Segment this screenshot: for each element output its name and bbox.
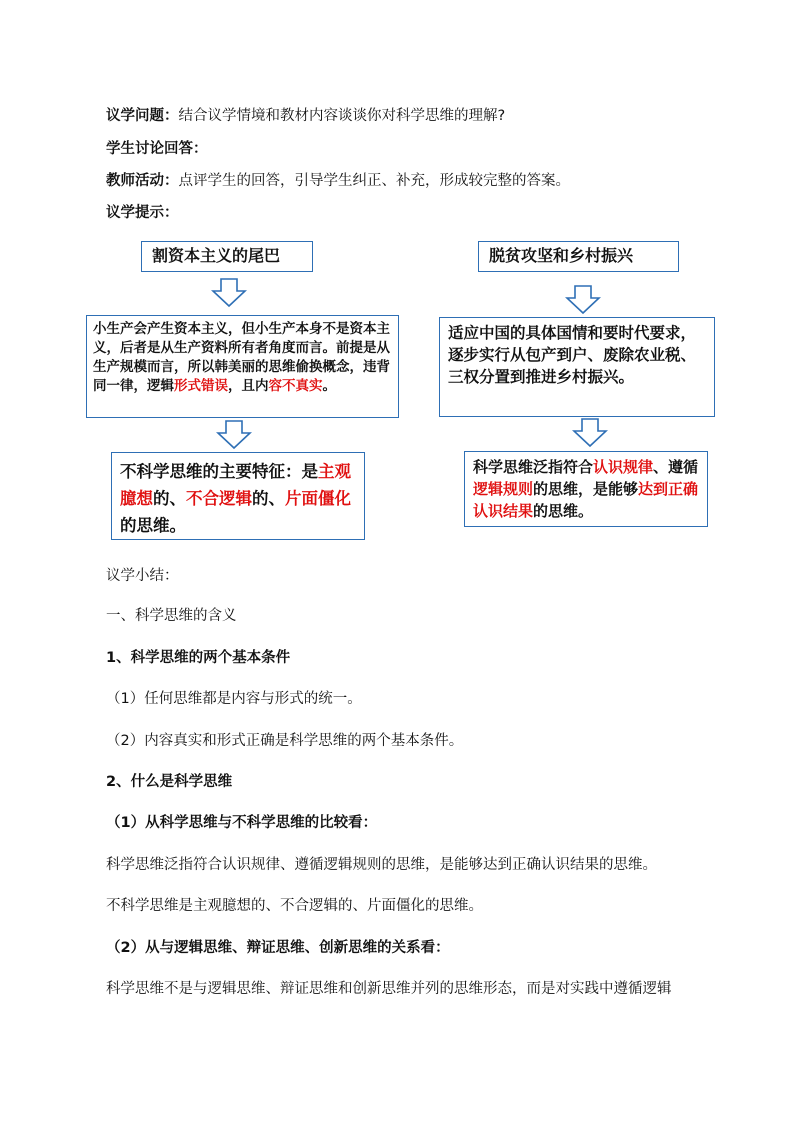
right-explain-text: 适应中国的具体国情和要时代要求，逐步实行从包产到户、废除农业税、三权分置到推进乡村振兴。: [448, 323, 697, 386]
teacher-label: 教师活动：: [106, 173, 179, 189]
down-arrow-icon: [216, 420, 252, 450]
left-conclusion-text-2: 的、: [153, 489, 186, 508]
left-explain-text-2: ，且内: [228, 378, 269, 394]
left-conclusion-emphasis-1: 主观臆想: [120, 462, 351, 508]
question-text: 结合议学情境和教材内容谈谈你对科学思维的理解?: [178, 108, 506, 124]
right-title: 脱贫攻坚和乡村振兴: [489, 246, 634, 265]
left-conclusion-box: [111, 452, 365, 540]
summary-label: 议学小结：: [106, 568, 179, 584]
subheading-2: 2、什么是科学思维: [106, 774, 233, 790]
right-conclusion-box: [464, 451, 708, 527]
teacher-text: 点评学生的回答，引导学生纠正、补充，形成较完整的答案。: [178, 173, 570, 189]
point-heading-2: （2）从与逻辑思维、辩证思维、创新思维的关系看：: [106, 940, 450, 956]
right-conclusion-text-2: 、遵循: [653, 458, 699, 476]
right-conclusion-text-3: 的思维，是能够: [533, 480, 639, 498]
paragraph: 科学思维泛指符合认识规律、遵循逻辑规则的思维，是能够达到正确认识结果的思维。: [106, 857, 657, 873]
left-title-box: [141, 241, 313, 272]
right-explain-box: [439, 317, 715, 417]
right-title-box: [478, 241, 679, 272]
left-conclusion-emphasis-3: 片面僵化: [285, 489, 351, 508]
right-conclusion-text: 科学思维泛指符合: [473, 458, 594, 476]
discussion-label: 学生讨论回答：: [106, 141, 208, 157]
left-conclusion-emphasis-2: 不合逻辑: [186, 489, 252, 508]
left-conclusion-text-4: 的思维。: [120, 516, 186, 535]
subheading-1: 1、科学思维的两个基本条件: [106, 650, 291, 666]
left-explain-emphasis-1: 形式错误: [174, 378, 228, 394]
left-conclusion-text-3: 的、: [252, 489, 285, 508]
hint-label: 议学提示：: [106, 205, 179, 221]
down-arrow-icon: [565, 285, 601, 315]
right-conclusion-emphasis-3: 达到正确认识结果: [473, 480, 699, 520]
left-explain-text: 小生产会产生资本主义，但小生产本身不是资本主义，后者是从生产资料所有者角度而言。前提是从生产规模而言，所以韩美丽的思维偷换概念，违背同一律，逻辑: [93, 321, 390, 394]
left-explain-text-3: 。: [322, 378, 336, 394]
teacher-line: [106, 171, 570, 191]
left-title: 割资本主义的尾巴: [152, 246, 281, 265]
left-conclusion-text: 不科学思维的主要特征：是: [120, 462, 318, 481]
section-heading: 一、科学思维的含义: [106, 608, 237, 624]
right-conclusion-text-4: 的思维。: [533, 502, 594, 520]
question-line: [106, 106, 505, 126]
left-explain-emphasis-2: 容不真实: [268, 378, 323, 394]
left-explain-box: [86, 315, 399, 418]
down-arrow-icon: [211, 278, 247, 308]
question-label: 议学问题：: [106, 108, 179, 124]
list-item: （1）任何思维都是内容与形式的统一。: [106, 691, 362, 707]
down-arrow-icon: [572, 418, 608, 448]
right-conclusion-emphasis-1: 认识规律: [593, 458, 654, 476]
paragraph: 不科学思维是主观臆想的、不合逻辑的、片面僵化的思维。: [106, 898, 483, 914]
list-item: （2）内容真实和形式正确是科学思维的两个基本条件。: [106, 733, 464, 749]
point-heading-1: （1）从科学思维与不科学思维的比较看：: [106, 815, 378, 831]
right-conclusion-emphasis-2: 逻辑规则: [473, 480, 534, 498]
paragraph: 科学思维不是与逻辑思维、辩证思维和创新思维并列的思维形态，而是对实践中遵循逻辑: [106, 981, 672, 997]
